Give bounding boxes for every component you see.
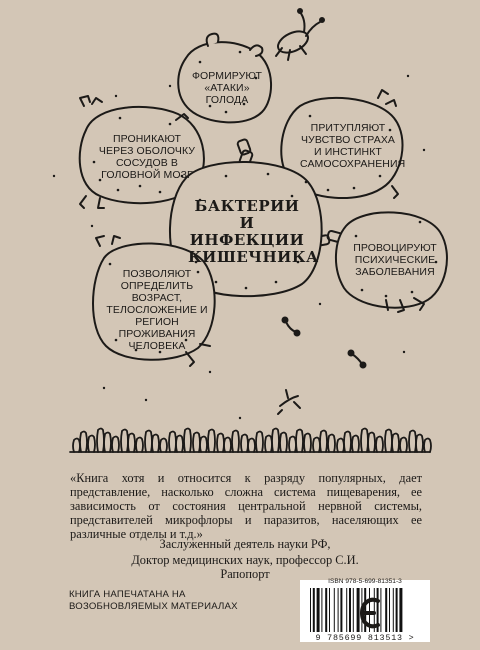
villus — [376, 437, 383, 453]
small-bacteria — [278, 318, 366, 415]
barcode-bar — [338, 588, 339, 632]
villus — [193, 433, 200, 453]
eksmo-e-logo-icon — [358, 595, 386, 631]
bubble-fear: ПРИТУПЛЯЮТ ЧУВСТВО СТРАХА И ИНСТИНКТ САМОСОХРАНЕНИЯ — [300, 122, 406, 170]
barcode-bar — [340, 588, 342, 632]
barcode-bar — [317, 588, 320, 632]
barcode-bar — [346, 588, 347, 632]
villus — [152, 435, 159, 453]
villus — [296, 430, 303, 453]
villus — [80, 432, 87, 453]
villus — [241, 435, 248, 453]
quote-text: «Книга хотя и относится к разряду популярных, дает представление, насколько сложна система пищеварения, ее зависимость от состояния центральной нервной системы, представителей микрофлоры и паразитов, населяющих ее различные отделы и т.д.» — [70, 471, 422, 541]
barcode-bar — [321, 588, 322, 632]
villus — [265, 436, 272, 453]
bubble-hunger: ФОРМИРУЮТ «АТАКИ» ГОЛОДА — [191, 70, 263, 106]
bubble-mental: ПРОВОЦИРУЮТ ПСИХИЧЕСКИЕ ЗАБОЛЕВАНИЯ — [353, 242, 437, 278]
signature-line-2: Доктор медицинских наук, профессор С.И. Рапопорт — [131, 553, 359, 581]
bubble-brain: ПРОНИКАЮТ ЧЕРЕЗ ОБОЛОЧКУ СОСУДОВ В ГОЛОВНОЙ МОЗГ — [98, 133, 196, 181]
creature-icon — [275, 9, 324, 60]
villus — [272, 429, 279, 453]
villus — [145, 431, 152, 453]
isbn-label: ISBN 978-5-699-81351-3 — [328, 578, 402, 585]
villus — [304, 434, 311, 453]
villus — [97, 429, 104, 453]
villus — [320, 431, 327, 453]
villus — [200, 437, 207, 453]
villus — [289, 437, 296, 453]
villus — [424, 439, 431, 453]
barcode-bar — [329, 588, 330, 632]
barcode-bar — [393, 588, 394, 632]
villus — [224, 438, 231, 453]
villus — [232, 431, 239, 453]
barcode-bar — [313, 588, 315, 632]
barcode-bar — [353, 588, 354, 632]
bubble-center: БАКТЕРИИ И ИНФЕКЦИИ КИШЕЧНИКА — [188, 197, 319, 266]
villus — [184, 429, 191, 453]
barcode-bar — [389, 588, 390, 632]
villus — [104, 433, 111, 453]
barcode-bar — [396, 588, 398, 632]
signature-line-1: Заслуженный деятель науки РФ, — [159, 537, 331, 551]
isbn-digits: 9 785699 813513 > — [315, 633, 415, 643]
villus — [169, 432, 176, 453]
barcode-bar — [349, 588, 351, 632]
villus — [160, 439, 167, 453]
villus — [136, 438, 143, 453]
villus — [128, 434, 135, 453]
villus — [280, 433, 287, 453]
barcode-bar — [334, 588, 335, 632]
villus — [256, 432, 263, 453]
barcode-bar — [325, 588, 327, 632]
print-note: КНИГА НАПЕЧАТАНА НА ВОЗОБНОВЛЯЕМЫХ МАТЕРИАЛАХ — [69, 589, 238, 612]
bubble-profile: ПОЗВОЛЯЮТ ОПРЕДЕЛИТЬ ВОЗРАСТ, ТЕЛОСЛОЖЕНИЕ И РЕГИОН ПРОЖИВАНИЯ ЧЕЛОВЕКА — [106, 268, 208, 352]
villus — [313, 438, 320, 453]
villus — [248, 439, 255, 453]
villus — [416, 435, 423, 453]
villus — [337, 439, 344, 453]
villus — [328, 435, 335, 453]
villus — [73, 439, 80, 453]
villus — [112, 437, 119, 453]
villus — [409, 431, 416, 453]
villus — [368, 433, 375, 453]
villus — [217, 434, 224, 453]
villus — [385, 430, 392, 453]
villus — [352, 436, 359, 453]
villus — [361, 429, 368, 453]
villus — [344, 432, 351, 453]
villus — [121, 430, 128, 453]
villus — [88, 436, 95, 453]
villus — [208, 430, 215, 453]
villus — [400, 438, 407, 453]
villus — [176, 436, 183, 453]
barcode-bar — [399, 588, 402, 632]
villus — [392, 434, 399, 453]
barcode-bar — [310, 588, 311, 632]
